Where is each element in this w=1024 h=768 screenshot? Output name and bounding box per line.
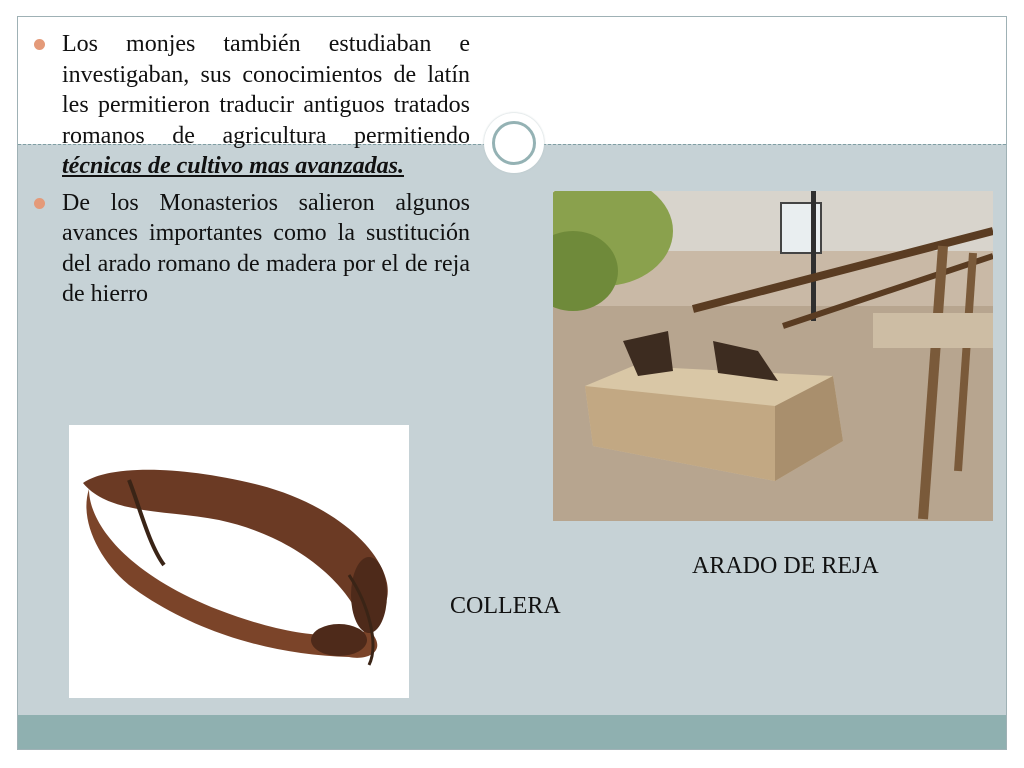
bullet-item-2 (48, 188, 470, 310)
bullet-dot-icon (34, 198, 45, 209)
slide (17, 16, 1007, 750)
collar-photo (69, 425, 409, 698)
decorative-ring-inner (492, 121, 536, 165)
plow-photo (553, 191, 993, 521)
caption-collera: COLLERA (450, 593, 561, 619)
bullet-1-emphasis: técnicas de cultivo mas avanzadas. (62, 153, 404, 179)
decorative-ring (484, 113, 544, 173)
bullet-item-1 (48, 29, 470, 182)
bullet-dot-icon (34, 39, 45, 50)
bullet-2-text: De los Monasterios salieron algunos avances importantes como la sustitución del arado romano de madera por el de reja de hierro (62, 189, 470, 307)
content-text (48, 29, 470, 316)
bullet-1-text: Los monjes también estudiaban e investigaban, sus conocimientos de latín les permitieron traducir antiguos tratados romanos de agricultura permitiendo (62, 31, 470, 149)
caption-arado: ARADO DE REJA (692, 553, 879, 579)
footer-band (18, 715, 1006, 749)
